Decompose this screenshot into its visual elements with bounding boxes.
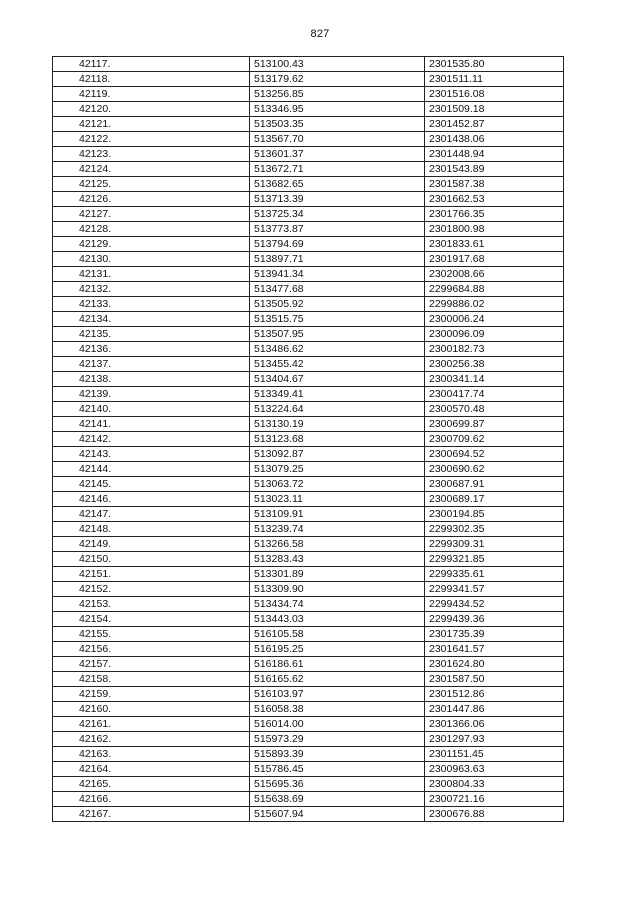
x-coordinate-cell: 513256.85 — [250, 87, 425, 102]
y-coordinate-cell: 2301917.68 — [425, 252, 564, 267]
y-coordinate-cell: 2301509.18 — [425, 102, 564, 117]
point-number-cell: 42147. — [53, 507, 250, 522]
table-row — [53, 432, 564, 447]
table-row — [53, 327, 564, 342]
y-coordinate-cell: 2299434.52 — [425, 597, 564, 612]
x-coordinate-cell: 513092.87 — [250, 447, 425, 462]
y-coordinate-cell: 2299335.61 — [425, 567, 564, 582]
table-row — [53, 267, 564, 282]
y-coordinate-cell: 2299309.31 — [425, 537, 564, 552]
point-number-cell: 42125. — [53, 177, 250, 192]
point-number-cell: 42164. — [53, 762, 250, 777]
x-coordinate-cell: 513434.74 — [250, 597, 425, 612]
table-row — [53, 597, 564, 612]
point-number-cell: 42163. — [53, 747, 250, 762]
table-row — [53, 402, 564, 417]
x-coordinate-cell: 516186.61 — [250, 657, 425, 672]
x-coordinate-cell: 513477.68 — [250, 282, 425, 297]
y-coordinate-cell: 2300341.14 — [425, 372, 564, 387]
x-coordinate-cell: 513301.89 — [250, 567, 425, 582]
point-number-cell: 42150. — [53, 552, 250, 567]
point-number-cell: 42156. — [53, 642, 250, 657]
x-coordinate-cell: 513079.25 — [250, 462, 425, 477]
x-coordinate-cell: 513773.87 — [250, 222, 425, 237]
table-row — [53, 147, 564, 162]
table-row — [53, 462, 564, 477]
x-coordinate-cell: 513486.62 — [250, 342, 425, 357]
x-coordinate-cell: 515638.69 — [250, 792, 425, 807]
y-coordinate-cell: 2302008.66 — [425, 267, 564, 282]
point-number-cell: 42128. — [53, 222, 250, 237]
x-coordinate-cell: 515607.94 — [250, 807, 425, 822]
point-number-cell: 42167. — [53, 807, 250, 822]
x-coordinate-cell: 513224.64 — [250, 402, 425, 417]
y-coordinate-cell: 2300963.63 — [425, 762, 564, 777]
point-number-cell: 42159. — [53, 687, 250, 702]
y-coordinate-cell: 2300694.52 — [425, 447, 564, 462]
y-coordinate-cell: 2299341.57 — [425, 582, 564, 597]
y-coordinate-cell: 2301511.11 — [425, 72, 564, 87]
y-coordinate-cell: 2299439.36 — [425, 612, 564, 627]
table-row — [53, 762, 564, 777]
point-number-cell: 42153. — [53, 597, 250, 612]
y-coordinate-cell: 2301587.50 — [425, 672, 564, 687]
table-row — [53, 567, 564, 582]
x-coordinate-cell: 513503.35 — [250, 117, 425, 132]
point-number-cell: 42129. — [53, 237, 250, 252]
table-row — [53, 282, 564, 297]
point-number-cell: 42144. — [53, 462, 250, 477]
table-row — [53, 657, 564, 672]
table-row — [53, 417, 564, 432]
point-number-cell: 42149. — [53, 537, 250, 552]
table-row — [53, 447, 564, 462]
x-coordinate-cell: 513443.03 — [250, 612, 425, 627]
x-coordinate-cell: 515893.39 — [250, 747, 425, 762]
point-number-cell: 42145. — [53, 477, 250, 492]
y-coordinate-cell: 2300699.87 — [425, 417, 564, 432]
x-coordinate-cell: 513404.67 — [250, 372, 425, 387]
table-row — [53, 807, 564, 822]
point-number-cell: 42142. — [53, 432, 250, 447]
point-number-cell: 42141. — [53, 417, 250, 432]
x-coordinate-cell: 515695.36 — [250, 777, 425, 792]
x-coordinate-cell: 513063.72 — [250, 477, 425, 492]
x-coordinate-cell: 513713.39 — [250, 192, 425, 207]
y-coordinate-cell: 2300417.74 — [425, 387, 564, 402]
point-number-cell: 42117. — [53, 57, 250, 72]
table-row — [53, 342, 564, 357]
point-number-cell: 42132. — [53, 282, 250, 297]
table-row — [53, 702, 564, 717]
page-number: 827 — [310, 28, 330, 40]
table-row — [53, 372, 564, 387]
table-row — [53, 747, 564, 762]
y-coordinate-cell: 2299302.35 — [425, 522, 564, 537]
point-number-cell: 42166. — [53, 792, 250, 807]
x-coordinate-cell: 513601.37 — [250, 147, 425, 162]
table-row — [53, 312, 564, 327]
table-row — [53, 612, 564, 627]
table-row — [53, 252, 564, 267]
point-number-cell: 42143. — [53, 447, 250, 462]
x-coordinate-cell: 513507.95 — [250, 327, 425, 342]
table-row — [53, 177, 564, 192]
table-row — [53, 87, 564, 102]
point-number-cell: 42120. — [53, 102, 250, 117]
table-row — [53, 222, 564, 237]
x-coordinate-cell: 513266.58 — [250, 537, 425, 552]
y-coordinate-cell: 2300570.48 — [425, 402, 564, 417]
point-number-cell: 42158. — [53, 672, 250, 687]
point-number-cell: 42121. — [53, 117, 250, 132]
coordinates-table-body — [53, 57, 564, 822]
point-number-cell: 42124. — [53, 162, 250, 177]
table-row — [53, 117, 564, 132]
y-coordinate-cell: 2300690.62 — [425, 462, 564, 477]
y-coordinate-cell: 2301512.86 — [425, 687, 564, 702]
table-row — [53, 132, 564, 147]
x-coordinate-cell: 513897.71 — [250, 252, 425, 267]
x-coordinate-cell: 513130.19 — [250, 417, 425, 432]
x-coordinate-cell: 513100.43 — [250, 57, 425, 72]
x-coordinate-cell: 513023.11 — [250, 492, 425, 507]
x-coordinate-cell: 513109.91 — [250, 507, 425, 522]
y-coordinate-cell: 2301833.61 — [425, 237, 564, 252]
x-coordinate-cell: 513455.42 — [250, 357, 425, 372]
table-row — [53, 477, 564, 492]
y-coordinate-cell: 2301438.06 — [425, 132, 564, 147]
point-number-cell: 42131. — [53, 267, 250, 282]
x-coordinate-cell: 513309.90 — [250, 582, 425, 597]
y-coordinate-cell: 2301452.87 — [425, 117, 564, 132]
table-row — [53, 492, 564, 507]
y-coordinate-cell: 2301662.53 — [425, 192, 564, 207]
y-coordinate-cell: 2301448.94 — [425, 147, 564, 162]
table-row — [53, 627, 564, 642]
point-number-cell: 42139. — [53, 387, 250, 402]
x-coordinate-cell: 516195.25 — [250, 642, 425, 657]
x-coordinate-cell: 513123.68 — [250, 432, 425, 447]
x-coordinate-cell: 516165.62 — [250, 672, 425, 687]
table-row — [53, 717, 564, 732]
x-coordinate-cell: 513179.62 — [250, 72, 425, 87]
point-number-cell: 42148. — [53, 522, 250, 537]
y-coordinate-cell: 2300194.85 — [425, 507, 564, 522]
table-row — [53, 552, 564, 567]
point-number-cell: 42140. — [53, 402, 250, 417]
table-row — [53, 237, 564, 252]
x-coordinate-cell: 516105.58 — [250, 627, 425, 642]
y-coordinate-cell: 2300804.33 — [425, 777, 564, 792]
y-coordinate-cell: 2301297.93 — [425, 732, 564, 747]
table-row — [53, 522, 564, 537]
y-coordinate-cell: 2301151.45 — [425, 747, 564, 762]
y-coordinate-cell: 2299684.88 — [425, 282, 564, 297]
y-coordinate-cell: 2300182.73 — [425, 342, 564, 357]
y-coordinate-cell: 2299886.02 — [425, 297, 564, 312]
table-row — [53, 192, 564, 207]
x-coordinate-cell: 513794.69 — [250, 237, 425, 252]
x-coordinate-cell: 516103.97 — [250, 687, 425, 702]
point-number-cell: 42136. — [53, 342, 250, 357]
y-coordinate-cell: 2301543.89 — [425, 162, 564, 177]
table-row — [53, 672, 564, 687]
x-coordinate-cell: 513672.71 — [250, 162, 425, 177]
y-coordinate-cell: 2300721.16 — [425, 792, 564, 807]
y-coordinate-cell: 2301800.98 — [425, 222, 564, 237]
x-coordinate-cell: 513515.75 — [250, 312, 425, 327]
table-row — [53, 687, 564, 702]
y-coordinate-cell: 2300687.91 — [425, 477, 564, 492]
table-row — [53, 102, 564, 117]
point-number-cell: 42146. — [53, 492, 250, 507]
point-number-cell: 42155. — [53, 627, 250, 642]
point-number-cell: 42162. — [53, 732, 250, 747]
table-row — [53, 57, 564, 72]
y-coordinate-cell: 2300006.24 — [425, 312, 564, 327]
point-number-cell: 42137. — [53, 357, 250, 372]
point-number-cell: 42151. — [53, 567, 250, 582]
point-number-cell: 42157. — [53, 657, 250, 672]
table-row — [53, 537, 564, 552]
x-coordinate-cell: 513346.95 — [250, 102, 425, 117]
point-number-cell: 42161. — [53, 717, 250, 732]
y-coordinate-cell: 2301535.80 — [425, 57, 564, 72]
x-coordinate-cell: 513682.65 — [250, 177, 425, 192]
point-number-cell: 42118. — [53, 72, 250, 87]
y-coordinate-cell: 2301641.57 — [425, 642, 564, 657]
table-row — [53, 732, 564, 747]
y-coordinate-cell: 2301447.86 — [425, 702, 564, 717]
point-number-cell: 42130. — [53, 252, 250, 267]
table-row — [53, 387, 564, 402]
table-row — [53, 777, 564, 792]
x-coordinate-cell: 515786.45 — [250, 762, 425, 777]
x-coordinate-cell: 513283.43 — [250, 552, 425, 567]
table-row — [53, 207, 564, 222]
x-coordinate-cell: 513725.34 — [250, 207, 425, 222]
y-coordinate-cell: 2300689.17 — [425, 492, 564, 507]
y-coordinate-cell: 2301516.08 — [425, 87, 564, 102]
point-number-cell: 42135. — [53, 327, 250, 342]
table-row — [53, 297, 564, 312]
table-row — [53, 507, 564, 522]
x-coordinate-cell: 513567.70 — [250, 132, 425, 147]
table-row — [53, 642, 564, 657]
point-number-cell: 42134. — [53, 312, 250, 327]
y-coordinate-cell: 2299321.85 — [425, 552, 564, 567]
y-coordinate-cell: 2301366.06 — [425, 717, 564, 732]
point-number-cell: 42123. — [53, 147, 250, 162]
point-number-cell: 42152. — [53, 582, 250, 597]
point-number-cell: 42165. — [53, 777, 250, 792]
y-coordinate-cell: 2300256.38 — [425, 357, 564, 372]
x-coordinate-cell: 513349.41 — [250, 387, 425, 402]
point-number-cell: 42122. — [53, 132, 250, 147]
x-coordinate-cell: 516058.38 — [250, 702, 425, 717]
x-coordinate-cell: 513239.74 — [250, 522, 425, 537]
point-number-cell: 42119. — [53, 87, 250, 102]
point-number-cell: 42160. — [53, 702, 250, 717]
y-coordinate-cell: 2300709.62 — [425, 432, 564, 447]
x-coordinate-cell: 513941.34 — [250, 267, 425, 282]
table-row — [53, 792, 564, 807]
y-coordinate-cell: 2301624.80 — [425, 657, 564, 672]
table-row — [53, 162, 564, 177]
y-coordinate-cell: 2300096.09 — [425, 327, 564, 342]
y-coordinate-cell: 2301766.35 — [425, 207, 564, 222]
x-coordinate-cell: 513505.92 — [250, 297, 425, 312]
point-number-cell: 42138. — [53, 372, 250, 387]
table-row — [53, 582, 564, 597]
point-number-cell: 42126. — [53, 192, 250, 207]
table-row — [53, 357, 564, 372]
point-number-cell: 42133. — [53, 297, 250, 312]
y-coordinate-cell: 2301735.39 — [425, 627, 564, 642]
y-coordinate-cell: 2301587.38 — [425, 177, 564, 192]
coordinates-table — [52, 56, 564, 822]
x-coordinate-cell: 515973.29 — [250, 732, 425, 747]
table-row — [53, 72, 564, 87]
point-number-cell: 42154. — [53, 612, 250, 627]
point-number-cell: 42127. — [53, 207, 250, 222]
y-coordinate-cell: 2300676.88 — [425, 807, 564, 822]
x-coordinate-cell: 516014.00 — [250, 717, 425, 732]
